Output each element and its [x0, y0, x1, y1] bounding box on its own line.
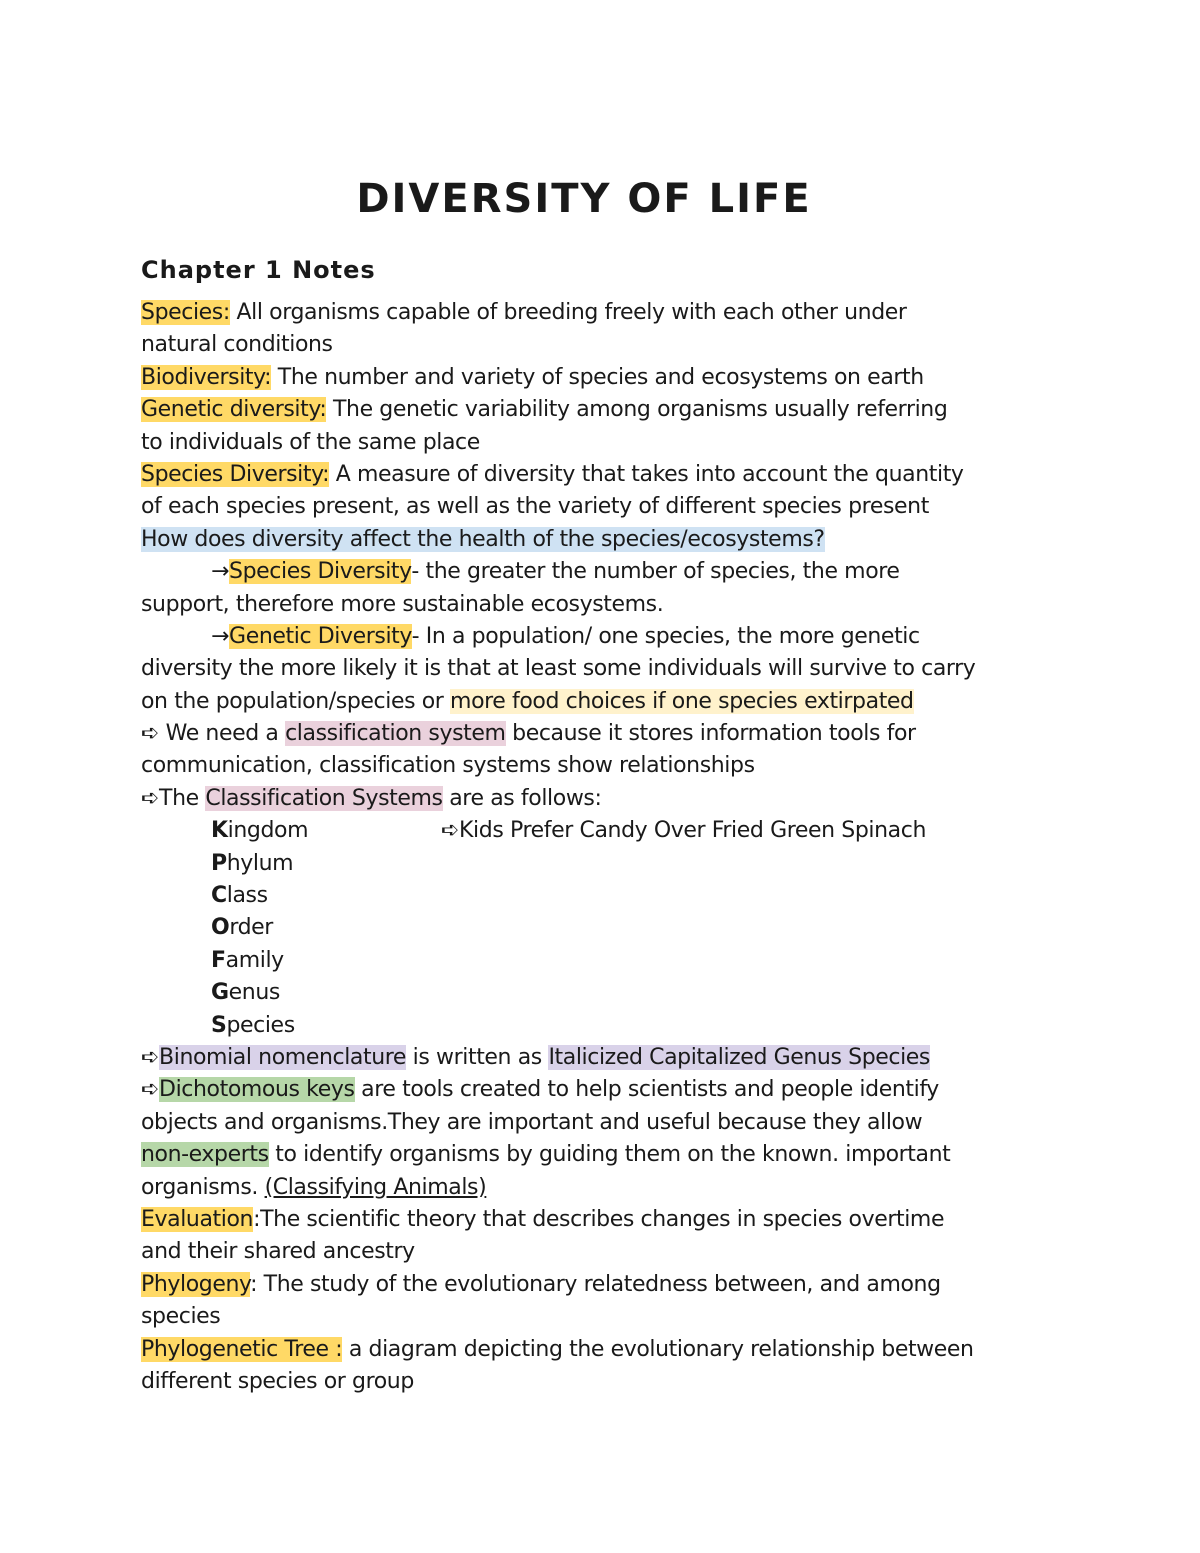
- note-line: communication, classification systems show relationships: [141, 753, 755, 779]
- rank-initial: O: [211, 915, 230, 941]
- note-line: [141, 362, 1071, 394]
- term-dichotomous-keys: Dichotomous keys: [159, 1077, 355, 1103]
- note-line: [141, 524, 1071, 556]
- definition-text: :The scientific theory that describes changes in species overtime: [253, 1206, 945, 1232]
- rank-item: [141, 945, 1071, 977]
- highlight-genus-species: Italicized Capitalized Genus Species: [548, 1044, 930, 1070]
- arrow-icon: →: [211, 623, 230, 649]
- note-text: We need a: [159, 721, 286, 747]
- term-species: Species:: [141, 300, 230, 325]
- term-genetic-diversity: Genetic Diversity: [229, 623, 412, 649]
- definition-text: - the greater the number of species, the more: [411, 559, 900, 585]
- note-line: objects and organisms.They are important and useful because they allow: [141, 1109, 923, 1135]
- note-line: [141, 1204, 1071, 1236]
- term-binomial-nomenclature: Binomial nomenclature: [159, 1044, 407, 1070]
- term-biodiversity: Biodiversity:: [141, 364, 272, 390]
- notes-body: [141, 297, 1071, 1398]
- note-text: The: [159, 785, 206, 811]
- note-line: [141, 783, 1071, 815]
- note-text: are as follows:: [442, 785, 602, 811]
- note-line: [141, 459, 1071, 491]
- note-line: diversity the more likely it is that at least some individuals will survive to carry: [141, 656, 976, 682]
- note-text: are tools created to help scientists and people identify: [354, 1077, 939, 1103]
- rank-initial: F: [211, 947, 226, 973]
- note-text: organisms.: [141, 1174, 265, 1200]
- term-phylogeny: Phylogeny: [141, 1271, 251, 1297]
- note-line: and their shared ancestry: [141, 1239, 415, 1265]
- note-line: to individuals of the same place: [141, 429, 480, 455]
- note-line: [141, 1334, 1071, 1366]
- rank-rest: amily: [225, 947, 284, 973]
- rank-initial: K: [211, 818, 228, 844]
- highlight-food-choices: more food choices if one species extirpated: [450, 688, 914, 714]
- note-line: [141, 1172, 1071, 1204]
- note-text: because it stores information tools for: [505, 721, 916, 747]
- note-line: [141, 556, 1071, 588]
- note-line: of each species present, as well as the variety of different species present: [141, 494, 929, 520]
- page-title: DIVERSITY OF LIFE: [356, 176, 812, 222]
- definition-text: - In a population/ one species, the more genetic: [411, 623, 920, 649]
- note-line: [141, 1269, 1071, 1301]
- definition-text: A measure of diversity that takes into account the quantity: [329, 461, 964, 487]
- note-line: [141, 686, 1071, 718]
- arrow-icon: →: [211, 559, 230, 585]
- note-line: [141, 718, 1071, 750]
- note-text: on the population/species or: [141, 688, 451, 714]
- note-line: [141, 394, 1071, 426]
- term-phylogenetic-tree: Phylogenetic Tree :: [141, 1336, 343, 1362]
- term-non-experts: non-experts: [141, 1142, 269, 1168]
- rank-item: [141, 815, 1071, 847]
- classifying-animals-link[interactable]: (Classifying Animals): [264, 1174, 487, 1200]
- definition-text: The genetic variability among organisms usually referring: [326, 397, 948, 423]
- arrow-icon: ➪: [141, 785, 160, 811]
- definition-text: a diagram depicting the evolutionary relationship between: [342, 1336, 974, 1362]
- note-line: species: [141, 1304, 221, 1330]
- rank-rest: enus: [228, 980, 280, 1006]
- rank-item: [141, 880, 1071, 912]
- note-line: natural conditions: [141, 332, 333, 358]
- arrow-icon: ➪: [141, 721, 160, 747]
- term-genetic-diversity: Genetic diversity:: [141, 397, 327, 423]
- rank-item: [141, 1010, 1071, 1042]
- chapter-heading: Chapter 1 Notes: [141, 256, 376, 284]
- term-classification-system: classification system: [285, 721, 506, 747]
- arrow-icon: ➪: [141, 1077, 160, 1103]
- definition-text: All organisms capable of breeding freely with each other under: [229, 300, 907, 325]
- note-text: is written as: [406, 1044, 549, 1070]
- term-classification-systems: Classification Systems: [205, 785, 443, 811]
- question-highlight: How does diversity affect the health of the species/ecosystems?: [141, 526, 825, 552]
- rank-initial: S: [211, 1012, 227, 1038]
- note-line: [141, 1139, 1071, 1171]
- note-line: [141, 621, 1071, 653]
- note-line: support, therefore more sustainable ecosystems.: [141, 591, 664, 617]
- rank-initial: C: [211, 883, 227, 909]
- rank-item: [141, 848, 1071, 880]
- term-species-diversity: Species Diversity: [229, 559, 412, 585]
- definition-text: : The study of the evolutionary relatedness between, and among: [250, 1271, 941, 1297]
- rank-rest: rder: [229, 915, 273, 941]
- note-line: [141, 1042, 1071, 1074]
- mnemonic: ➪Kids Prefer Candy Over Fried Green Spinach: [441, 818, 926, 844]
- note-line: different species or group: [141, 1368, 414, 1394]
- rank-initial: P: [211, 850, 227, 876]
- arrow-icon: ➪: [141, 1044, 160, 1070]
- term-evaluation: Evaluation: [141, 1206, 254, 1232]
- note-line: [141, 1074, 1071, 1106]
- rank-rest: ingdom: [227, 818, 309, 844]
- note-line: [141, 297, 1071, 329]
- note-text: to identify organisms by guiding them on the known. important: [268, 1142, 951, 1168]
- rank-item: [141, 977, 1071, 1009]
- rank-item: [141, 912, 1071, 944]
- term-species-diversity: Species Diversity:: [141, 461, 330, 487]
- definition-text: The number and variety of species and ecosystems on earth: [271, 364, 924, 390]
- rank-rest: pecies: [226, 1012, 295, 1038]
- rank-rest: hylum: [226, 850, 294, 876]
- rank-initial: G: [211, 980, 229, 1006]
- rank-rest: lass: [226, 883, 268, 909]
